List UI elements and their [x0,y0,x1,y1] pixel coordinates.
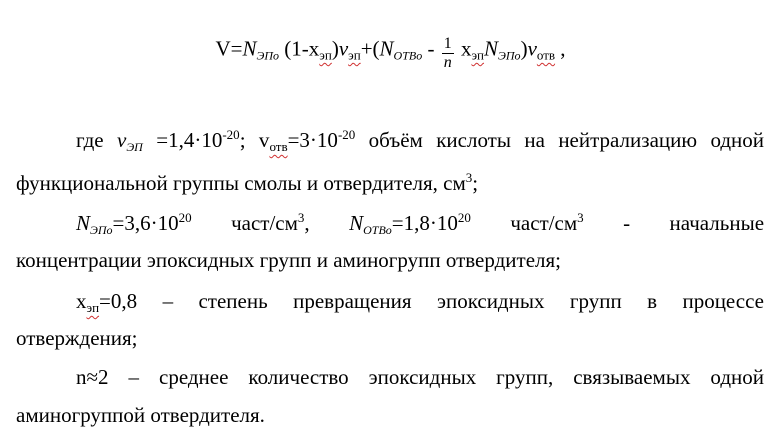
para3-val: =0,8 [99,289,138,313]
formula-n-ep-sub: ЭПо [256,48,280,62]
para2-n: N [76,211,91,235]
formula-plus-open: +( [360,36,380,60]
para2-n2: N [349,211,364,235]
para2-unit1: част/см [231,211,298,235]
formula-frac-den: n [443,53,452,71]
formula [0,18,781,78]
para2-exp2: 20 [457,210,471,225]
para2-seg2 [231,211,310,235]
para1-v2-sub: отв [269,139,288,154]
para1-line2-end: ; [472,171,479,195]
formula-v-eq: V= [215,36,243,60]
para1-lead: где [76,128,117,152]
para1-v-sub: ЭП [126,140,143,154]
para1-rest: объём кислоты на нейтрализацию одной [355,128,765,152]
para2-unit1-sup: 3 [297,210,305,225]
formula-n-otv-sub: ОТВо [393,48,423,62]
formula-n-ep: N [242,36,257,60]
para2-word: начальные [669,211,765,235]
para1-exp2: -20 [337,127,356,142]
para2-val1: =3,6·10 [112,211,179,235]
para3-line1 [76,286,764,316]
para2-n-sub: ЭПо [90,223,113,237]
formula-n3-sub: ЭПо [498,48,521,62]
para2-line1 [76,203,765,237]
para2-sep: , [304,211,310,235]
para2-unit2-sup: 3 [577,210,584,225]
para2-seg1 [76,211,192,235]
para4-line2: аминогруппой отвердителя. [16,403,265,427]
para2-unit2: част/см [510,211,578,235]
para1-exp1: -20 [222,127,240,142]
formula-paren1-open: (1-x [279,36,320,60]
formula-inner [215,32,565,69]
formula-close2: ) [520,36,528,60]
formula-end: , [555,36,566,60]
formula-v-ep-sub: эп [348,47,361,62]
para2-seg4 [510,211,583,235]
para2-seg3 [349,211,471,235]
para1-sep: ; v [239,128,270,152]
formula-fraction [442,35,454,72]
formula-v-otv: v [527,36,537,60]
para3-head [76,289,137,313]
formula-x2-sub: эп [471,47,485,62]
formula-v-otv-sub: отв [536,47,556,62]
para2-dash: - [623,211,631,235]
formula-minus: - [422,36,440,60]
para1-line2-sup: 3 [465,170,473,185]
para1-val1: =1,4·10 [142,128,223,152]
para4-line1: n≈2 – среднее количество эпоксидных групп, связываемых одной [76,365,764,389]
formula-x2: x [455,36,472,60]
formula-n-otv: N [379,36,394,60]
formula-n3: N [484,36,499,60]
para2-n2-sub: ОТВо [363,223,392,237]
para2-line2: концентрации эпоксидных групп и аминогрупп отвердителя; [16,248,561,272]
para2-val2: =1,8·10 [391,211,458,235]
formula-paren1-close: ) [331,36,339,60]
formula-x-sub: эп [319,47,332,62]
para1-val2: =3·10 [287,128,338,152]
para3-rest: – степень превращения эпоксидных групп в процессе [162,289,764,313]
para2-exp1: 20 [178,210,192,225]
para3-line2: отверждения; [16,326,138,350]
para3-x-sub: эп [86,300,100,315]
para3-x: x [76,289,87,313]
para1-line2 [16,163,764,193]
para1-v: v [116,128,127,152]
formula-frac-num: 1 [443,34,452,52]
para1-line1 [76,120,765,154]
formula-v-ep: v [338,36,349,60]
para1-line2-text: функциональной группы смолы и отвердителя, см [16,171,466,195]
